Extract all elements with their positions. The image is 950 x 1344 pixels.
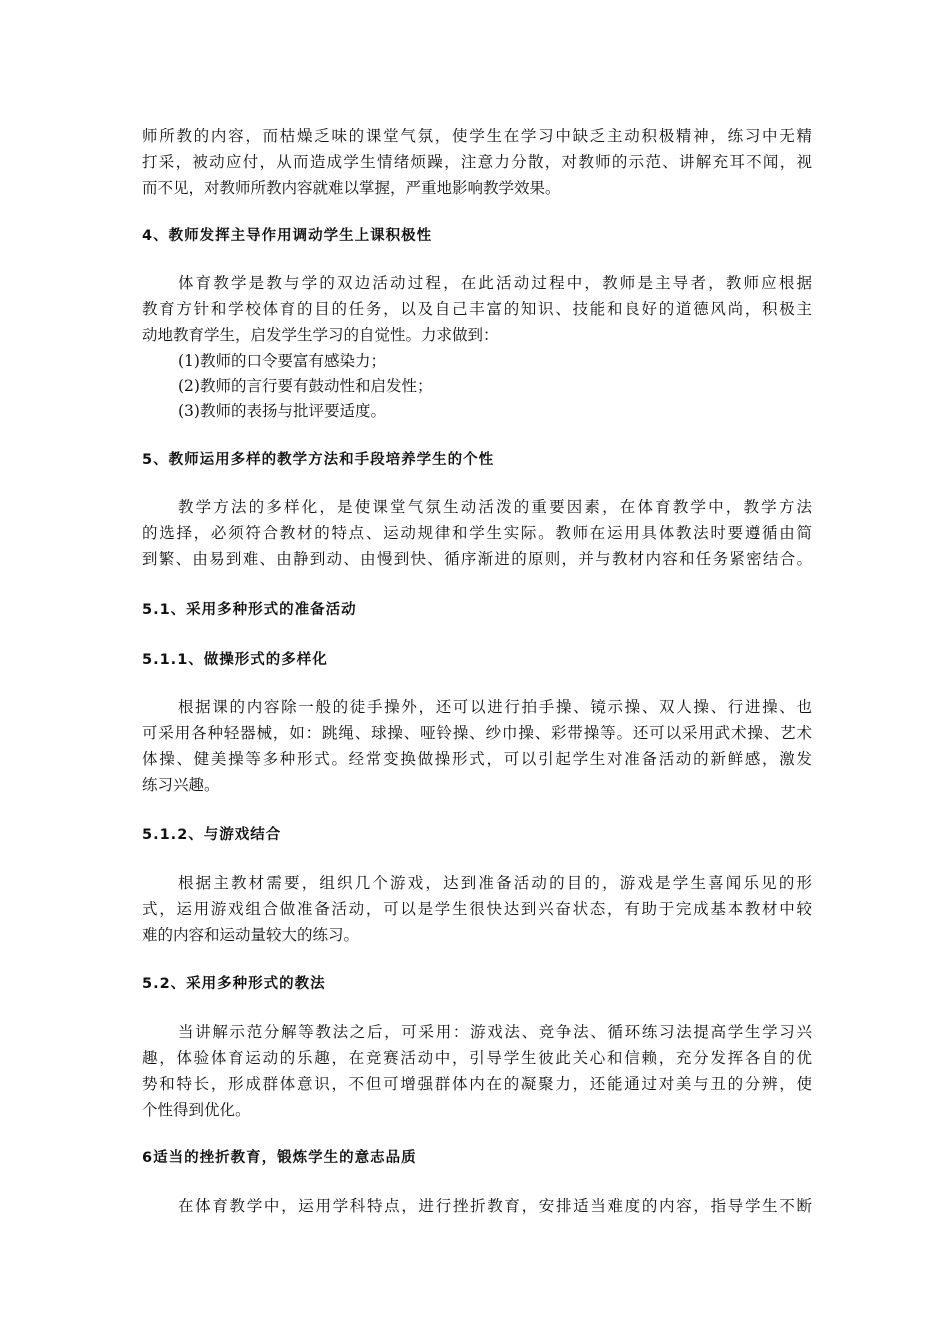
- paragraph-line: 难的内容和运动量较大的练习。: [142, 926, 360, 944]
- paragraph-line: 当讲解示范分解等教法之后，可采用：游戏法、竞争法、循环练习法提高学生学习兴: [178, 1023, 812, 1041]
- paragraph-line: 可采用各种轻器械，如：跳绳、球操、哑铃操、纱巾操、彩带操等。还可以采用武术操、艺术: [142, 724, 812, 742]
- paragraph-line: 师所教的内容，而枯燥乏味的课堂气氛，使学生在学习中缺乏主动积极精神，练习中无精: [142, 127, 812, 145]
- section-heading-5-1-2: 5.1.2、与游戏结合: [142, 827, 282, 843]
- paragraph-line: 根据主教材需要，组织几个游戏，达到准备活动的目的，游戏是学生喜闻乐见的形: [178, 874, 812, 892]
- paragraph-line: 趣，体验体育运动的乐趣，在竞赛活动中，引导学生彼此关心和信赖，充分发挥各自的优: [142, 1049, 812, 1067]
- paragraph-line: 在体育教学中，运用学科特点，进行挫折教育，安排适当难度的内容，指导学生不断: [178, 1197, 812, 1215]
- paragraph-line: 根据课的内容除一般的徒手操外，还可以进行拍手操、镜示操、双人操、行进操、也: [178, 698, 812, 716]
- paragraph-line: 教学方法的多样化，是使课堂气氛生动活泼的重要因素，在体育教学中，教学方法: [178, 498, 812, 516]
- section-heading-5-1-1: 5.1.1、做操形式的多样化: [142, 652, 328, 668]
- paragraph-line: 的选择，必须符合教材的特点、运动规律和学生实际。教师在运用具体教法时要遵循由简: [142, 524, 812, 542]
- paragraph-line: 打采，被动应付，从而造成学生情绪烦躁，注意力分散，对教师的示范、讲解充耳不闻，视: [142, 153, 812, 171]
- paragraph-line: 体操、健美操等多种形式。经常变换做操形式，可以引起学生对准备活动的新鲜感，激发: [142, 750, 812, 768]
- paragraph-line: 势和特长，形成群体意识，不但可增强群体内在的凝聚力，还能通过对美与丑的分辨，使: [142, 1075, 812, 1093]
- paragraph-line: 练习兴趣。: [142, 776, 220, 794]
- list-item: (3)教师的表扬与批评要适度。: [178, 402, 386, 420]
- section-heading-6: 6适当的挫折教育，锻炼学生的意志品质: [142, 1150, 417, 1166]
- paragraph-line: 到繁、由易到难、由静到动、由慢到快、循序渐进的原则，并与教材内容和任务紧密结合。: [142, 550, 812, 568]
- list-item: (1)教师的口令要富有感染力；: [178, 352, 386, 370]
- section-heading-5-1: 5.1、采用多种形式的准备活动: [142, 602, 357, 618]
- paragraph-line: 动地教育学生，启发学生学习的自觉性。力求做到：: [142, 326, 499, 344]
- paragraph-line: 教育方针和学校体育的目的任务，以及自己丰富的知识、技能和良好的道德风尚，积极主: [142, 300, 812, 318]
- section-heading-5: 5、教师运用多样的教学方法和手段培养学生的个性: [142, 452, 495, 468]
- section-heading-4: 4、教师发挥主导作用调动学生上课积极性: [142, 228, 433, 244]
- paragraph-line: 而不见，对教师所教内容就难以掌握，严重地影响教学效果。: [142, 179, 561, 197]
- paragraph-line: 式，运用游戏组合做准备活动，可以是学生很快达到兴奋状态，有助于完成基本教材中较: [142, 900, 812, 918]
- list-item: (2)教师的言行要有鼓动性和启发性；: [178, 377, 433, 395]
- paragraph-line: 体育教学是教与学的双边活动过程，在此活动过程中，教师是主导者，教师应根据: [178, 274, 812, 292]
- paragraph-line: 个性得到优化。: [142, 1101, 251, 1119]
- section-heading-5-2: 5.2、采用多种形式的教法: [142, 976, 326, 992]
